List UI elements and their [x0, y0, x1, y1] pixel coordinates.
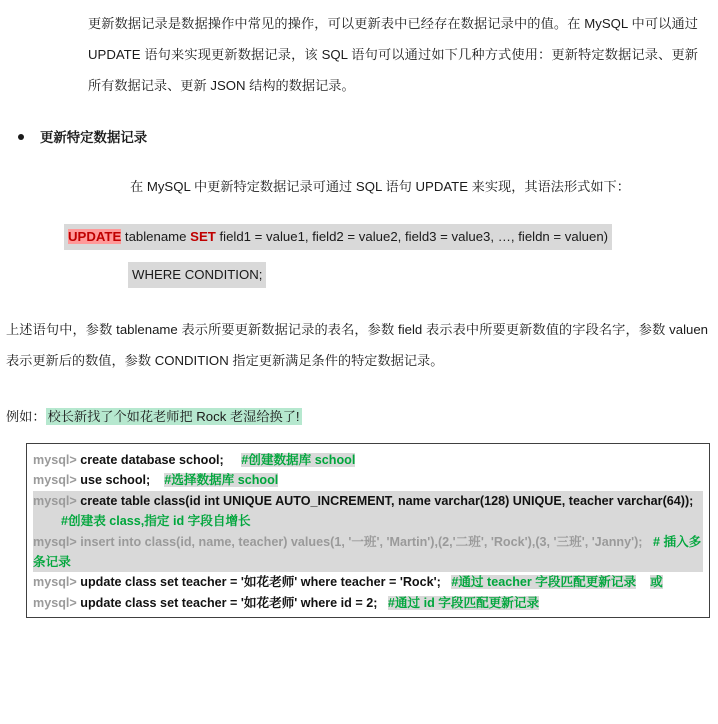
console-comment: #选择数据库 school [164, 473, 279, 488]
console-prompt: mysql> [33, 575, 77, 590]
bullet-heading [18, 127, 718, 146]
console-line [33, 572, 703, 592]
bullet-dot-icon [18, 134, 24, 140]
console-comment: #创建数据库 school [241, 453, 356, 468]
console-gap [381, 596, 388, 610]
example-highlight: 校长新找了个如花老师把 Rock 老湿给换了! [47, 409, 300, 425]
syntax-line-1 [64, 224, 612, 250]
console-line [33, 450, 703, 470]
console-command: insert into class(id, name, teacher) values(1, '一班', 'Martin'),(2,'二班', 'Rock'),(3, '三班', 'Janny'); [80, 534, 643, 549]
explain-paragraph: 上述语句中，参数 tablename 表示所要更新数据记录的表名，参数 field 表示表中所要更新数值的字段名字，参数 valuen 表示更新后的数值，参数 CONDITION 指定更新满足条件的特定数据记录。 [6, 322, 708, 369]
console-comment: #创建表 class,指定 id 字段自增长 [61, 514, 251, 529]
console-trailing: 或 [650, 575, 663, 590]
console-gap [646, 535, 653, 549]
console-line [33, 593, 703, 613]
console-gap-2 [636, 575, 650, 589]
console-command: update class set teacher = '如花老师' where id = 2; [80, 595, 378, 610]
intro-paragraph: 更新数据记录是数据操作中常见的操作，可以更新表中已经存在数据记录中的值。在 MySQL 中可以通过 UPDATE 语句来实现更新数据记录，该 SQL 语句可以通过如下几种方式使用：更新特定数据记录、更新所有数据记录、更新 JSON 结构的数据记录。 [88, 16, 698, 94]
example-line [6, 406, 718, 425]
console-gap [227, 453, 241, 467]
console-line [33, 532, 703, 573]
console-command: create table class(id int UNIQUE AUTO_INCREMENT, name varchar(128) UNIQUE, teacher varchar(64)); [80, 493, 694, 508]
syntax-rest: field1 = value1, field2 = value2, field3 = value3, …, fieldn = valuen) [215, 229, 609, 245]
console-prompt: mysql> [33, 493, 77, 508]
syntax-line-2: WHERE CONDITION; [128, 262, 266, 288]
syntax-middle: tablename [121, 229, 191, 245]
console-comment: #通过 id 字段匹配更新记录 [387, 595, 540, 610]
console-command: create database school; [80, 453, 224, 468]
bullet-heading-label: 更新特定数据记录 [40, 130, 148, 146]
keyword-update: UPDATE [68, 229, 122, 245]
console-prompt: mysql> [33, 473, 77, 488]
example-label: 例如： [6, 409, 46, 425]
keyword-set: SET [190, 229, 216, 245]
console-command: use school; [80, 473, 151, 488]
console-line [33, 491, 703, 532]
console-block [26, 443, 710, 618]
console-prompt: mysql> [33, 534, 77, 549]
console-command: update class set teacher = '如花老师' where teacher = 'Rock'; [80, 575, 441, 590]
syntax-line-1-wrap [64, 224, 718, 250]
console-prompt: mysql> [33, 453, 77, 468]
console-prompt: mysql> [33, 595, 77, 610]
document-page [0, 8, 718, 724]
sub-paragraph: 在 MySQL 中更新特定数据记录可通过 SQL 语句 UPDATE 来实现，其语法形式如下： [130, 179, 630, 195]
console-gap [154, 473, 165, 487]
console-line [33, 470, 703, 490]
console-comment: #通过 teacher 字段匹配更新记录 [451, 575, 637, 590]
console-gap [33, 514, 61, 528]
console-comment: # 插入多条记录 [33, 534, 702, 569]
syntax-line-2-wrap [128, 262, 718, 288]
